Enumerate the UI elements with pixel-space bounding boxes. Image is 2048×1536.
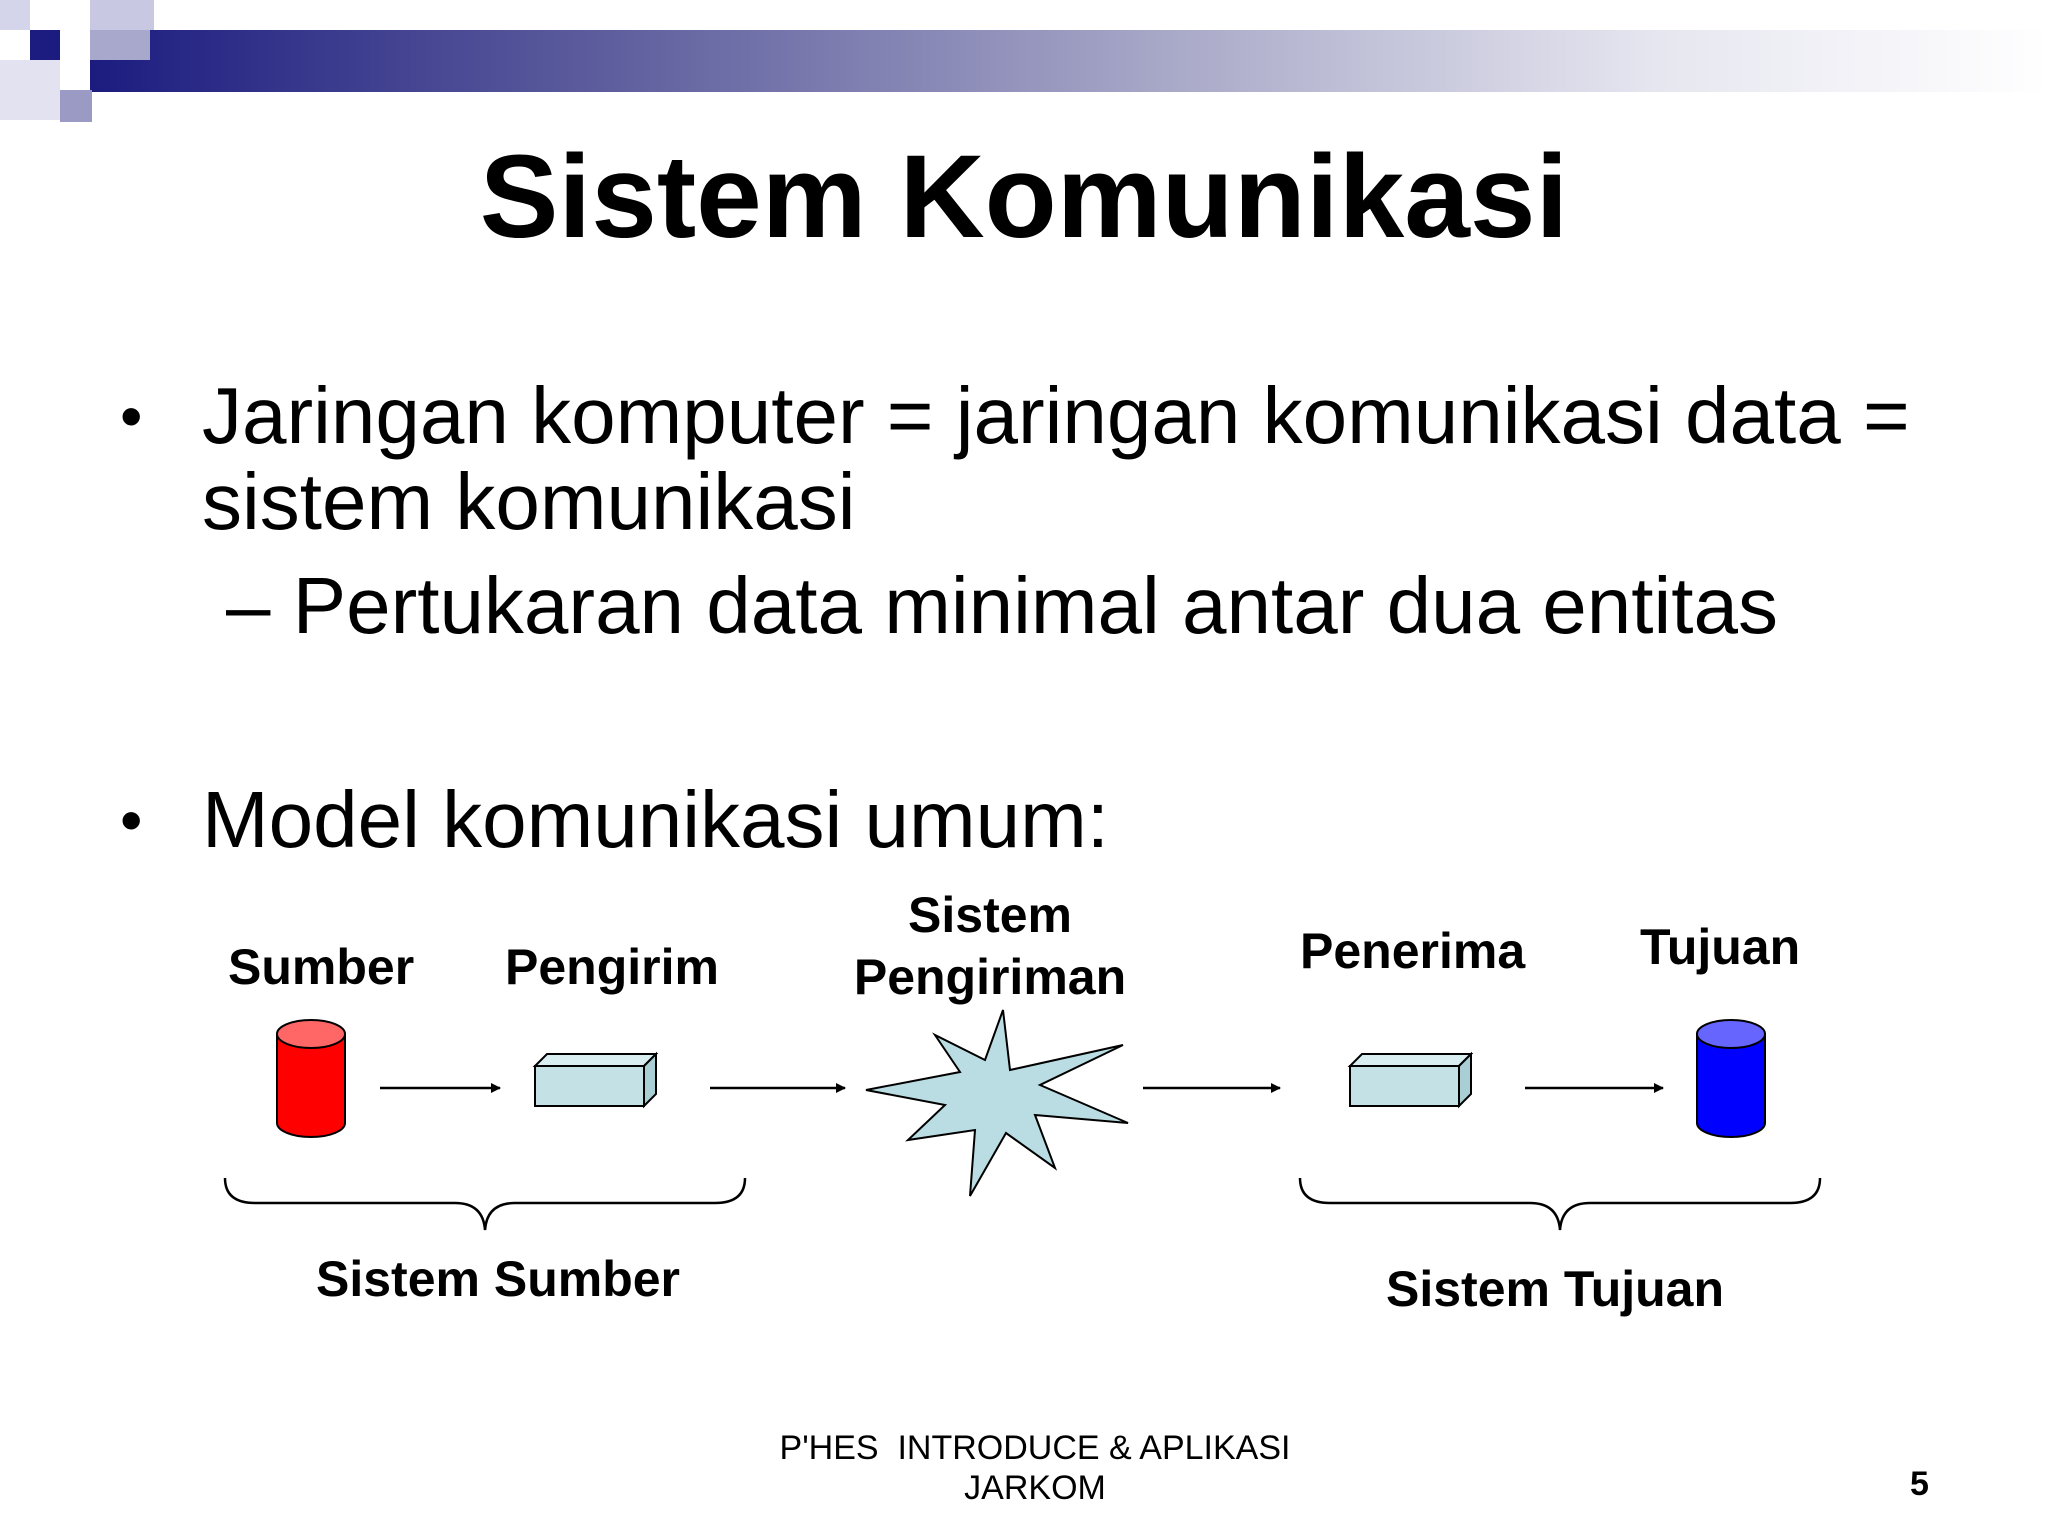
label-sumber: Sumber xyxy=(228,939,415,995)
label-sistem-sumber: Sistem Sumber xyxy=(316,1251,681,1307)
label-sistem-pengiriman-2: Pengiriman xyxy=(853,949,1127,1005)
page-number: 5 xyxy=(1910,1465,1929,1503)
bullet-2-line-1: Model komunikasi umum: xyxy=(202,775,1109,864)
slide-title: Sistem Komunikasi xyxy=(479,131,1569,263)
brace-sistem-tujuan xyxy=(1300,1178,1820,1230)
bullet-1-line-1: Jaringan komputer = jaringan komunikasi data = xyxy=(202,371,1910,460)
receiver-box xyxy=(1350,1054,1471,1106)
source-cylinder xyxy=(277,1020,345,1137)
label-tujuan: Tujuan xyxy=(1640,919,1801,975)
destination-cylinder xyxy=(1697,1020,1765,1137)
label-pengirim: Pengirim xyxy=(505,939,719,995)
label-penerima: Penerima xyxy=(1300,923,1526,979)
label-sistem-pengiriman-1: Sistem xyxy=(908,887,1072,943)
label-sistem-tujuan: Sistem Tujuan xyxy=(1386,1261,1725,1317)
transmission-system-starburst xyxy=(866,1010,1128,1196)
bullet-1-line-2: sistem komunikasi xyxy=(202,457,856,546)
footer-line-1: P'HES INTRODUCE & APLIKASI xyxy=(779,1429,1291,1467)
footer-line-2: JARKOM xyxy=(964,1469,1106,1507)
brace-sistem-sumber xyxy=(225,1178,745,1230)
footer xyxy=(700,1428,1370,1508)
bullet-dot: • xyxy=(120,784,143,856)
bullet-dot: • xyxy=(120,380,143,452)
sub-bullet-1: – Pertukaran data minimal antar dua entitas xyxy=(226,561,1778,650)
transmitter-box xyxy=(535,1054,656,1106)
